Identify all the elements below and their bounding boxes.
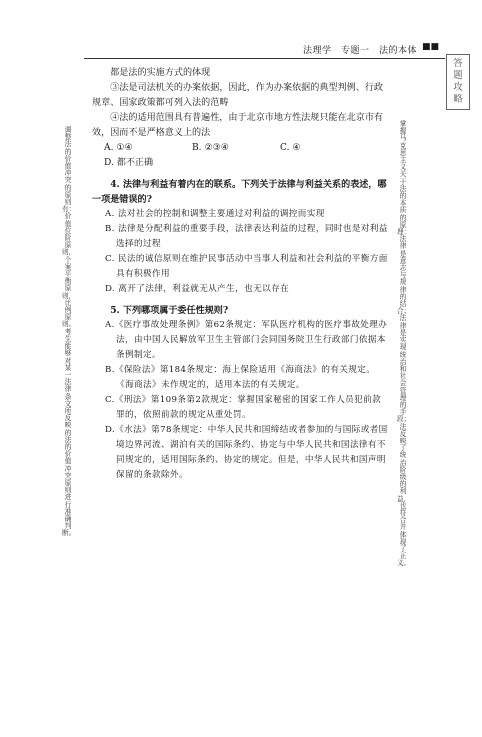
q3-option-d: D. 都不正确 <box>104 158 154 168</box>
q4-option-a: A. 法对社会的控制和调整主要通过对利益的调控而实现 <box>105 209 325 219</box>
header-marker: ■■ <box>421 42 439 52</box>
q3-options <box>92 141 388 156</box>
question-5: 5. 下列哪项属于委任性规则? <box>110 305 229 316</box>
left-margin-note: 调整法的价值冲突的原则有：价值位阶原则，个案平衡原则，比例原则。考生能够对某一法律条文所反映的法的价值冲突原则进行准确判断。 <box>62 126 76 538</box>
main-content <box>92 66 388 483</box>
q5-option-b: B.《保险法》第184条规定：海上保险适用《海商法》的有关规定。《海商法》未作规定的，适用本法的有关规定。 <box>105 365 376 390</box>
right-margin-note: 掌握马克思主义关于法的本质的原理：法律是意志与规律的结合；法律是实现统治和社会管理的手段；法反映了统治阶级的利益，也符合并体现了正义。 <box>397 120 411 568</box>
statement-4: ④法的适用范围具有普遍性，由于北京市地方性法规只能在北京市有效，因而不是严格意义上的法 <box>92 113 384 138</box>
side-tab-char: 答 <box>453 58 463 69</box>
q4-option-b: B. 法律是分配利益的重要手段，法律表达利益的过程，同时也是对利益选择的过程 <box>105 224 388 249</box>
question-4: 4. 法律与利益有着内在的联系。下列关于法律与利益关系的表述，哪一项是错误的? <box>92 179 387 205</box>
continued-line: 都是法的实施方式的体现 <box>110 68 211 78</box>
running-header: 法理学 专题一 法的本体 <box>302 46 417 56</box>
side-tab-char: 略 <box>453 94 463 105</box>
q5-option-d: D.《水法》第78条规定：中华人民共和国缔结或者参加的与国际或者国境边界河流、湖泊有关的国际条约、协定与中华人民共和国法律有不同规定的，适用国际条约、协定的规定。但是，中华人民共和国声明保留的条款除外。 <box>105 425 388 480</box>
q3-option-a: A. ①④ <box>104 143 133 153</box>
q3-option-c: C. ④ <box>280 143 301 153</box>
header-rule <box>84 58 445 59</box>
side-tab-char: 攻 <box>453 82 463 93</box>
q4-option-d: D. 离开了法律，利益就无从产生，也无以存在 <box>105 284 290 294</box>
q5-option-a: A.《医疗事故处理条例》第62条规定：军队医疗机构的医疗事故处理办法，由中国人民解放军卫生主管部门会同国务院卫生行政部门依据本条例制定。 <box>105 320 388 360</box>
q4-option-c: C. 民法的诚信原则在维护民事活动中当事人利益和社会利益的平衡方面具有积极作用 <box>105 254 388 279</box>
side-tab-char: 题 <box>453 70 463 81</box>
statement-3: ③法是司法机关的办案依据，因此，作为办案依据的典型判例、行政规章、国家政策都可列入法的范畴 <box>92 83 384 108</box>
q3-option-b: B. ②③④ <box>192 143 229 153</box>
q5-option-c: C.《刑法》第109条第2款规定：掌握国家秘密的国家工作人员犯前款罪的，依照前款的规定从重处罚。 <box>105 395 382 420</box>
side-tab <box>446 54 470 110</box>
page-header <box>0 38 445 60</box>
